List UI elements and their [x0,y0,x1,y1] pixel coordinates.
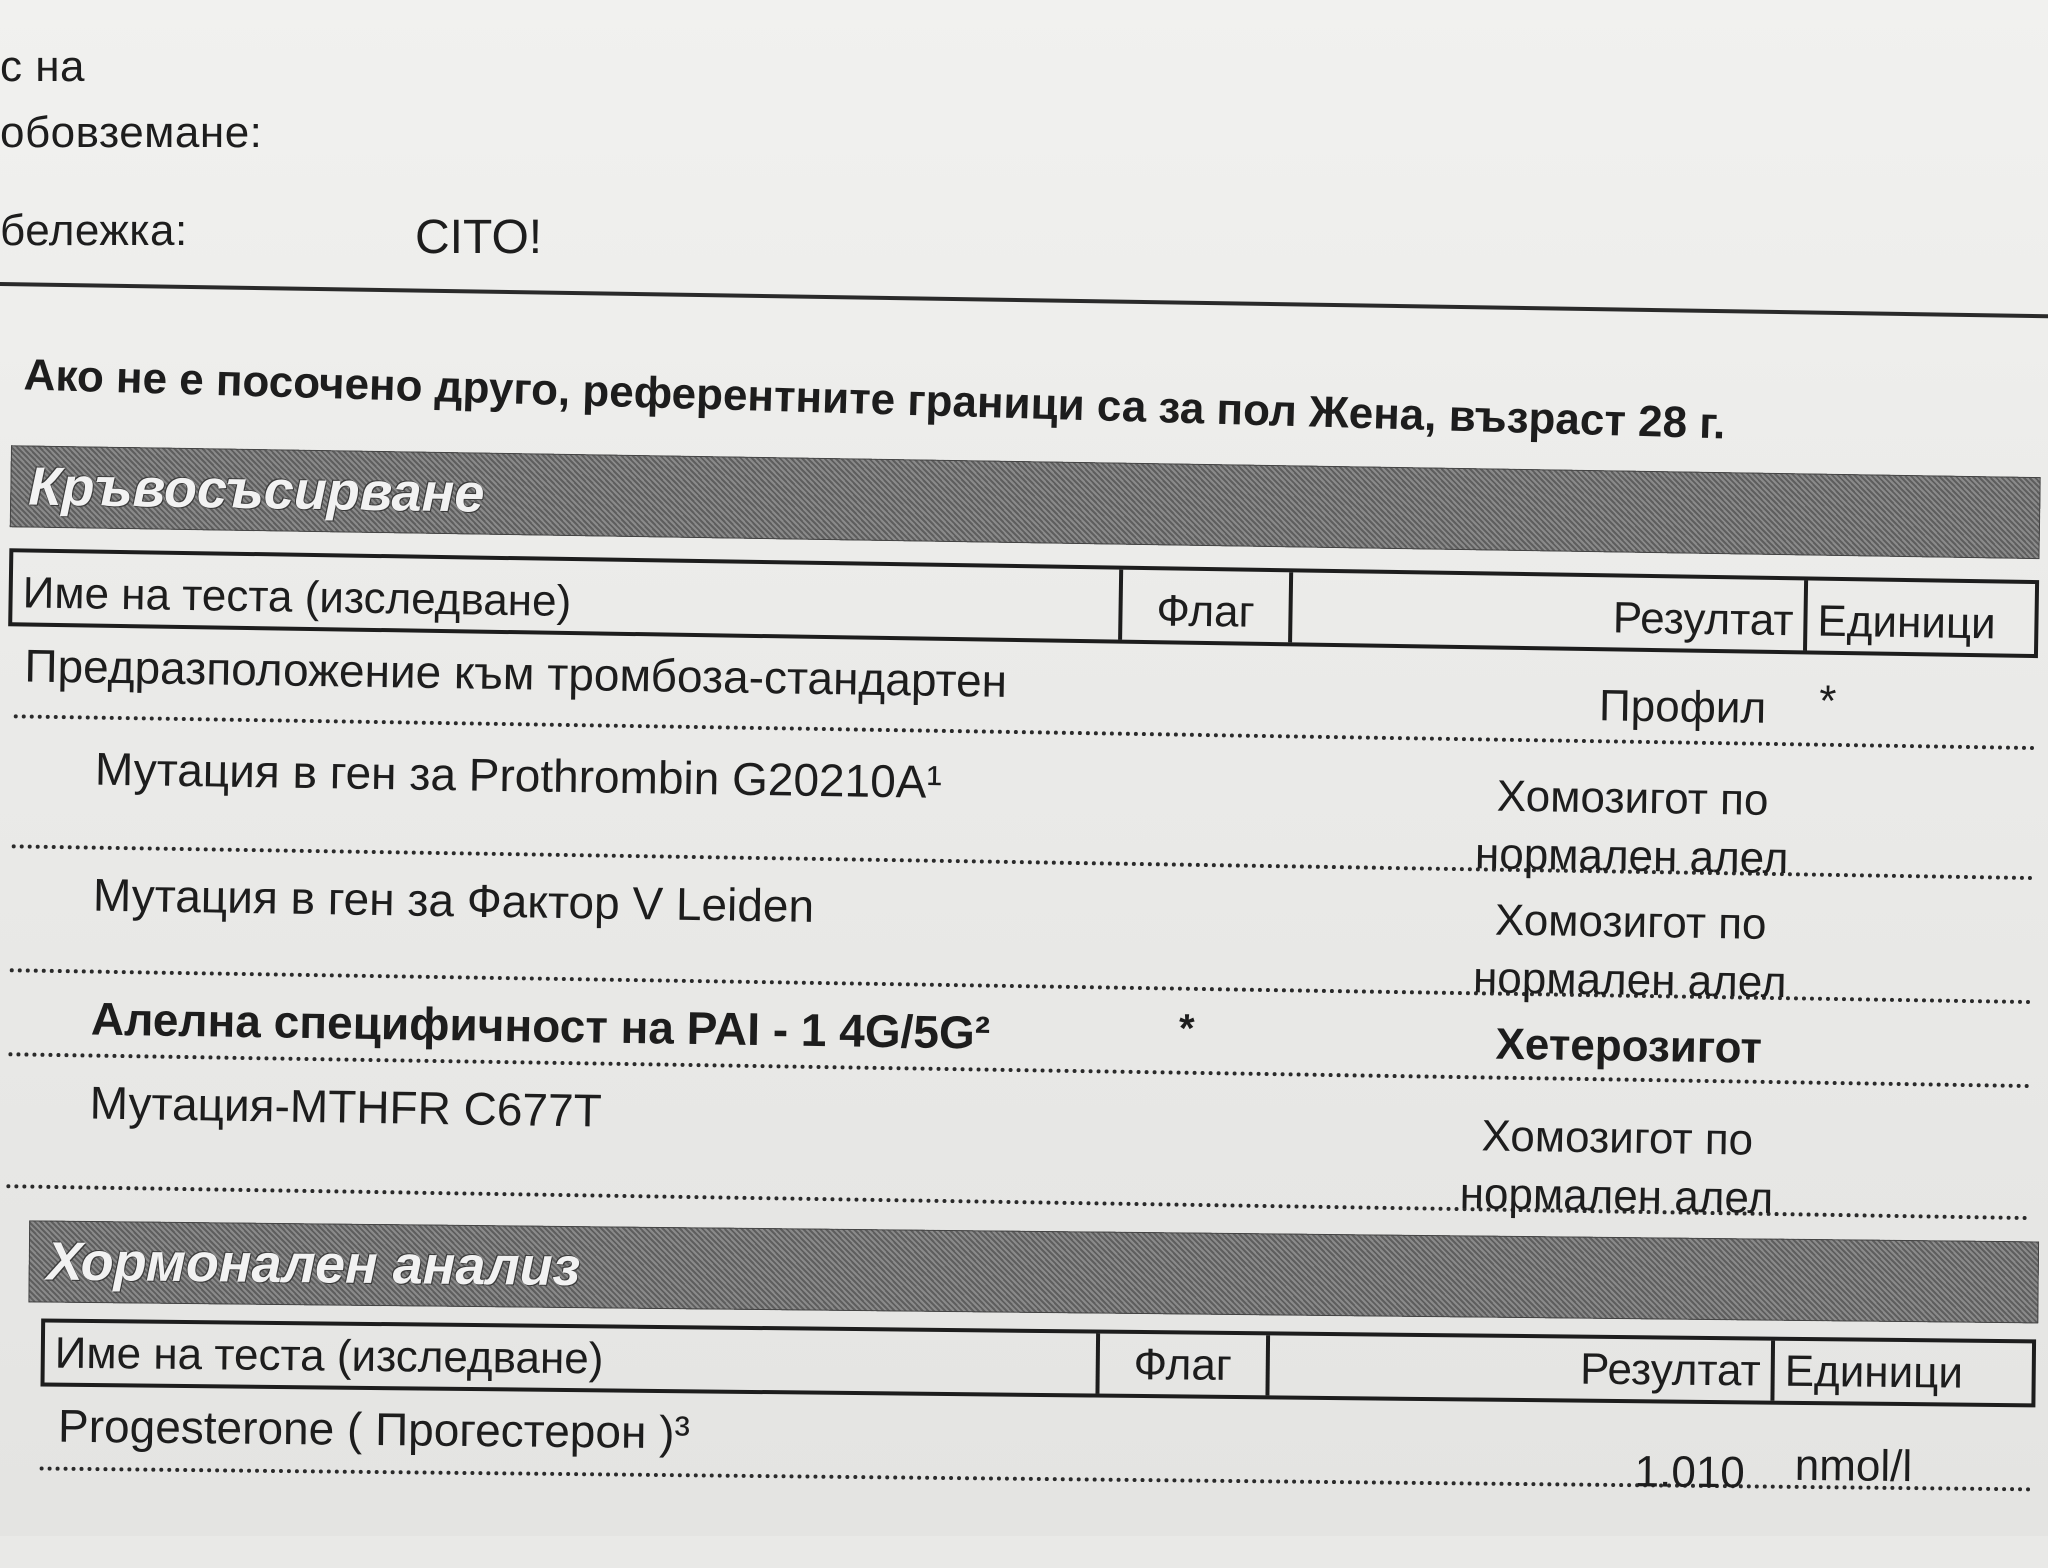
column-header-flag: Флаг [1122,570,1293,643]
column-header-units: Единици [1784,1346,1964,1398]
column-header-result: Резултат [1269,1335,1775,1400]
test-flag: * [1178,1006,1195,1051]
test-result-line: Хомозигот по [1496,771,1769,825]
test-name: Progesterone ( Прогестерон )³ [57,1399,691,1459]
note-value: CITO! [415,211,543,264]
test-name: Предразположение към тромбоза-стандартен [24,639,1008,707]
test-result-line: нормален алел [1472,953,1787,1008]
section-title: Хормонален анализ [46,1231,581,1298]
test-name: Мутация в ген за Фактор V Leiden [92,868,815,932]
section-header-hormonal [28,1220,2039,1323]
note-label: бележка: [0,206,188,255]
section-title: Кръвосъсирване [27,456,485,524]
reference-note: Ако не е посочено друго, референтните граници са за пол Жена, възраст 28 г. [23,350,1727,449]
test-name: Мутация-MTHFR C677T [89,1076,603,1137]
column-header-units: Единици [1817,596,1997,649]
test-result: Профил [1598,681,1767,733]
column-header-name: Име на теста (изследване) [12,552,1123,639]
column-header-result: Резултат [1292,572,1808,650]
test-name: Мутация в ген за Prothrombin G20210A¹ [94,742,943,808]
column-header-name: Име на теста (изследване) [45,1323,1101,1394]
test-result-line: Хомозигот по [1494,895,1767,949]
test-result: 1.010 [1634,1447,1746,1498]
test-units: * [1818,676,1837,726]
test-units: nmol/l [1794,1440,1913,1492]
test-result: Хетерозигот [1495,1019,1763,1073]
test-result-line: Хомозигот по [1481,1111,1754,1165]
column-header-flag: Флаг [1099,1334,1270,1396]
test-name: Алелна специфичност на PAI - 1 4G/5G² [90,992,991,1059]
sampling-label-line2: обовземане: [0,108,263,157]
test-result-line: нормален алел [1459,1169,1774,1223]
test-result-line: нормален алел [1474,829,1789,884]
sampling-label-line1: с на [0,42,85,91]
